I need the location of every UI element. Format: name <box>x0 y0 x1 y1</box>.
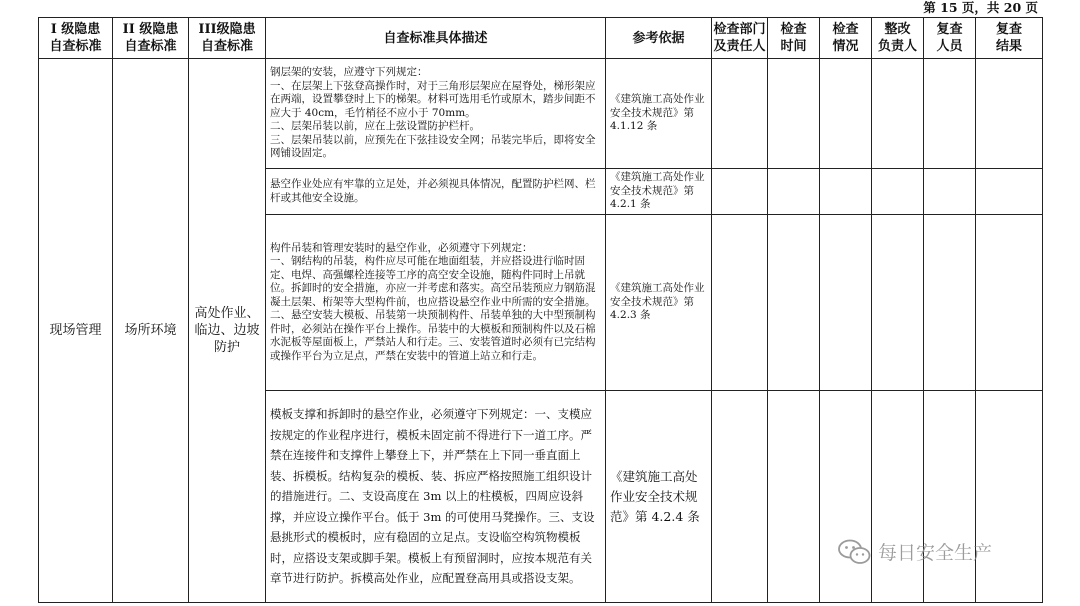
row-reference: 《建筑施工高处作业安全技术规范》第 4.1.12 条 <box>606 59 712 169</box>
cell-rectify[interactable] <box>872 169 924 215</box>
cell-reviewer[interactable] <box>924 59 976 169</box>
row-description: 钢层架的安装，应遵守下列规定： 一、在层架上下弦登高操作时，对于三角形层架应在屋脊处，梯形架应在两端，设置攀登时上下的梯架。材料可选用毛竹或原木，踏步间距不应大于 40cm，毛竹梢径不应小于 70mm。 二、层架吊装以前，应在上弦设置防护栏杆。 三、层架吊装以前，应预先在下弦挂设安全网；吊装完毕后，即将安全网铺设固定。 <box>266 59 606 169</box>
table-row <box>39 59 1043 169</box>
wechat-icon <box>838 539 872 565</box>
cell-status[interactable] <box>820 59 872 169</box>
cell-department[interactable] <box>712 59 768 169</box>
row-reference: 《建筑施工高处作业安全技术规范》第 4.2.3 条 <box>606 215 712 391</box>
category-level2: 场所环境 <box>113 59 189 603</box>
cell-result[interactable] <box>976 169 1043 215</box>
row-description: 模板支撑和拆卸时的悬空作业，必须遵守下列规定：一、支模应按规定的作业程序进行，模板未固定前不得进行下一道工序。严禁在连接件和支撑件上攀登上下，并严禁在上下同一垂直面上装、拆模板。结构复杂的模板、装、拆应严格按照施工组织设计的措施进行。二、支设高度在 3m 以上的柱模板，四周应设斜撑，并应设立操作平台。低于 3m 的可使用马凳操作。三、支设悬挑形式的模板时，应有稳固的立足点。支设临空构筑物模板时，应搭设支架或脚手架。模板上有预留洞时，应按本规范有关章节进行防护。拆模高处作业，应配置登高用具或搭设支架。 <box>266 391 606 603</box>
watermark-text: 每日安全生产 <box>878 542 993 564</box>
header-status: 检查 情况 <box>820 18 872 59</box>
page-number: 第 15 页，共 20 页 <box>923 0 1038 15</box>
cell-result[interactable] <box>976 215 1043 391</box>
hazard-checklist-table <box>38 17 1043 603</box>
header-department: 检查部门 及责任人 <box>712 18 768 59</box>
row-description: 构件吊装和管理安装时的悬空作业，必须遵守下列规定： 一、钢结构的吊装，构件应尽可能在地面组装，并应搭设进行临时固定、电焊、高强螺栓连接等工序的高空安全设施，随构件同时上吊就位。拆卸时的安全措施，亦应一并考虑和落实。高空吊装预应力钢筋混凝土层架、桁架等大型构件前，也应搭设悬空作业中所需的安全措施。二、悬空安装大模板、吊装第一块预制构件、吊装单独的大中型预制构件时，必须站在操作平台上操作。吊装中的大模板和预制构件以及石棉水泥板等屋面板上，严禁站人和行走。三、安装管道时必须有已完结构或操作平台为立足点，严禁在安装中的管道上站立和行走。 <box>266 215 606 391</box>
row-reference: 《建筑施工高处作业安全技术规范》第 4.2.4 条 <box>606 391 712 603</box>
cell-status[interactable] <box>820 215 872 391</box>
cell-rectify[interactable] <box>872 215 924 391</box>
watermark <box>838 538 992 565</box>
cell-time[interactable] <box>768 215 820 391</box>
header-level3: III级隐患 自查标准 <box>189 18 266 59</box>
category-level3: 高处作业、 临边、边坡 防护 <box>189 59 266 603</box>
header-reviewer: 复查 人员 <box>924 18 976 59</box>
header-level1: I 级隐患 自查标准 <box>39 18 113 59</box>
cell-reviewer[interactable] <box>924 391 976 603</box>
cell-time[interactable] <box>768 169 820 215</box>
header-level2: II 级隐患 自查标准 <box>113 18 189 59</box>
cell-status[interactable] <box>820 169 872 215</box>
cell-reviewer[interactable] <box>924 215 976 391</box>
row-description: 悬空作业处应有牢靠的立足处，并必须视具体情况，配置防护栏网、栏杆或其他安全设施。 <box>266 169 606 215</box>
header-rectify: 整改 负责人 <box>872 18 924 59</box>
cell-time[interactable] <box>768 391 820 603</box>
cell-reviewer[interactable] <box>924 169 976 215</box>
header-result: 复查 结果 <box>976 18 1043 59</box>
category-level1: 现场管理 <box>39 59 113 603</box>
cell-time[interactable] <box>768 59 820 169</box>
header-reference: 参考依据 <box>606 18 712 59</box>
cell-department[interactable] <box>712 169 768 215</box>
cell-status[interactable] <box>820 391 872 603</box>
cell-rectify[interactable] <box>872 391 924 603</box>
header-row <box>39 18 1043 59</box>
header-description: 自查标准具体描述 <box>266 18 606 59</box>
cell-department[interactable] <box>712 215 768 391</box>
row-reference: 《建筑施工高处作业安全技术规范》第 4.2.1 条 <box>606 169 712 215</box>
header-time: 检查 时间 <box>768 18 820 59</box>
cell-department[interactable] <box>712 391 768 603</box>
cell-rectify[interactable] <box>872 59 924 169</box>
cell-result[interactable] <box>976 391 1043 603</box>
cell-result[interactable] <box>976 59 1043 169</box>
